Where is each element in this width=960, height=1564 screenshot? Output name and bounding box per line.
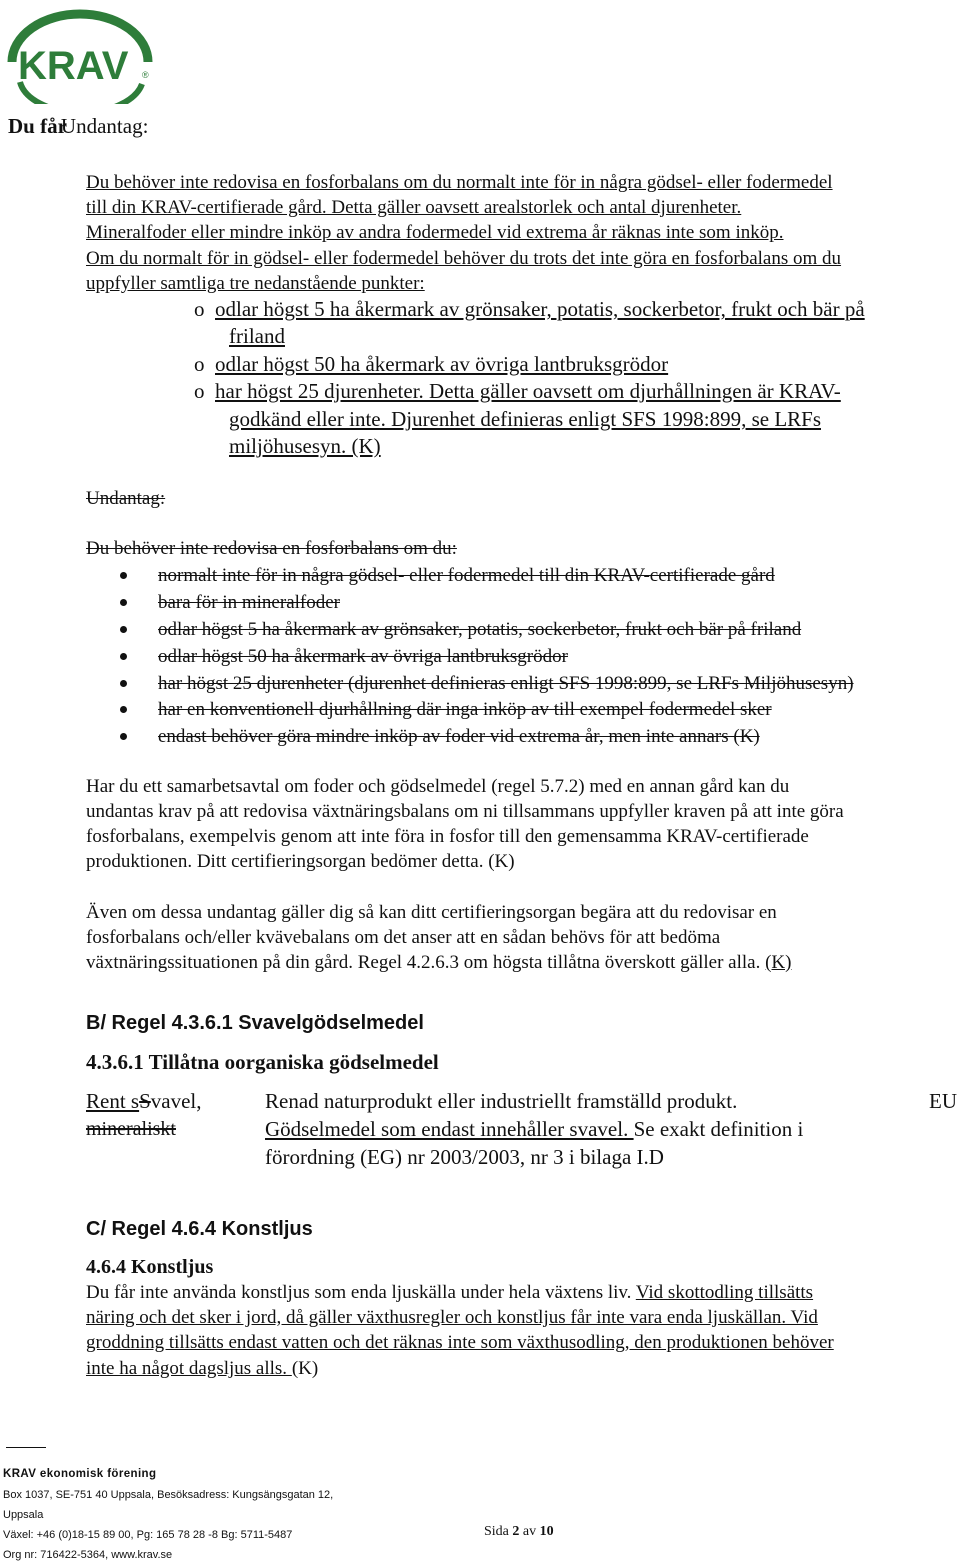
body-line: Även om dessa undantag gäller dig så kan ditt certifieringsorgan begära att du redovisar en	[86, 902, 777, 923]
body-line	[86, 950, 791, 975]
point-marker: o	[194, 379, 205, 403]
bullet-dot	[120, 572, 127, 579]
table-cell-description: förordning (EG) nr 2003/2003, nr 3 i bilaga I.D	[265, 1145, 664, 1169]
bullet-dot	[120, 626, 127, 633]
page-heading	[8, 114, 148, 139]
body-line	[86, 1280, 813, 1305]
body-line: fosforbalans och/eller kvävebalans om det anser att en sådan behövs för att bedöma	[86, 927, 721, 948]
bullet-dot	[120, 653, 127, 660]
point-marker: o	[194, 297, 205, 321]
cell-inserted: Rent s	[86, 1089, 140, 1113]
deleted-bullet: odlar högst 5 ha åkermark av grönsaker, potatis, sockerbetor, frukt och bär på friland	[158, 619, 802, 640]
body-inserted-line: groddning tillsätts endast vatten och det räknas inte som växthusodling, den produktionen behöver	[86, 1332, 834, 1353]
point-text: odlar högst 50 ha åkermark av övriga lantbruksgrödor	[215, 352, 669, 376]
intro-line: till din KRAV-certifierade gård. Detta gäller oavsett arealstorlek och antal djurenheter.	[86, 197, 742, 218]
deleted-bullet: har en konventionell djurhållning där inga inköp av till exempel fodermedel sker	[158, 699, 772, 720]
table-cell-deleted: mineraliskt	[86, 1118, 176, 1140]
deleted-bullet: bara för in mineralfoder	[158, 592, 340, 613]
page-prefix: Sida	[484, 1524, 513, 1539]
footer-orgnr: Org nr: 716422-5364, www.krav.se	[3, 1549, 173, 1561]
point-text: godkänd eller inte. Djurenhet definieras enligt SFS 1998:899, se LRFs	[229, 407, 821, 431]
body-line: produktionen. Ditt certifieringsorgan bedömer detta. (K)	[86, 851, 515, 872]
deleted-bullet: odlar högst 50 ha åkermark av övriga lantbruksgrödor	[158, 646, 568, 667]
body-text: växtnäringssituationen på din gård. Regel 4.2.6.3 om högsta tillåtna överskott gäller alla.	[86, 952, 766, 973]
point-marker: o	[194, 352, 205, 376]
body-line	[86, 1356, 318, 1381]
krav-logo	[6, 6, 154, 104]
intro-line: uppfyller samtliga tre nedanstående punkter:	[86, 273, 425, 294]
footer-org: KRAV ekonomisk förening	[3, 1468, 157, 1480]
rule-tag: (K)	[291, 1358, 319, 1379]
section-b-heading: B/ Regel 4.3.6.1 Svavelgödselmedel	[86, 1012, 424, 1034]
point-text: friland	[229, 324, 285, 348]
intro-line: Om du normalt för in gödsel- eller fodermedel behöver du trots det inte göra en fosforbalans om du	[86, 248, 842, 269]
bullet-dot	[120, 599, 127, 606]
table-cell-origin: EU	[929, 1089, 957, 1113]
section-c-subheading: 4.6.4 Konstljus	[86, 1256, 214, 1278]
page-total: 10	[539, 1524, 554, 1539]
table-cell-description	[265, 1115, 803, 1143]
bullet-dot	[120, 733, 127, 740]
page-current: 2	[512, 1524, 520, 1539]
rule-tag: (K)	[765, 952, 792, 973]
deleted-bullet: normalt inte för in några gödsel- eller fodermedel till din KRAV-certifierade gård	[158, 565, 775, 586]
body-text: Du får inte använda konstljus som enda ljuskälla under hela växtens liv.	[86, 1282, 636, 1303]
cell-deleted: S	[139, 1089, 151, 1113]
body-line: fosforbalans, exempelvis genom att inte föra in fosfor till den gemensamma KRAV-certifierade	[86, 826, 809, 847]
bullet-dot	[120, 706, 127, 713]
heading-inserted: Undantag:	[60, 114, 149, 138]
footer-address: Box 1037, SE-751 40 Uppsala, Besöksadress: Kungsängsgatan 12,	[3, 1489, 334, 1501]
body-line: Har du ett samarbetsavtal om foder och gödselmedel (regel 5.7.2) med en annan gård kan du	[86, 776, 790, 797]
point-text: miljöhusesyn. (K)	[229, 434, 381, 458]
intro-line: Mineralfoder eller mindre inköp av andra fodermedel vid extrema år räknas inte som inköp.	[86, 222, 784, 243]
heading-deleted: Du får	[8, 114, 67, 138]
footer-phone: Växel: +46 (0)18-15 89 00, Pg: 165 78 28 -8 Bg: 5711-5487	[3, 1529, 293, 1541]
body-inserted: Vid skottodling tillsätts	[635, 1282, 814, 1303]
page-mid: av	[519, 1524, 540, 1539]
section-c-heading: C/ Regel 4.6.4 Konstljus	[86, 1218, 313, 1240]
section-b-subheading: 4.3.6.1 Tillåtna oorganiska gödselmedel	[86, 1050, 439, 1074]
bullet-dot	[120, 680, 127, 687]
footer-address: Uppsala	[3, 1509, 44, 1521]
page-number	[484, 1524, 554, 1540]
footer-rule	[6, 1447, 46, 1448]
body-inserted-line: näring och det sker i jord, då gäller växthusregler och konstljus får inte vara enda ljuskällan. Vid	[86, 1307, 818, 1328]
logo-text: KRAV	[18, 44, 129, 88]
intro-line: Du behöver inte redovisa en fosforbalans om du normalt inte för in några gödsel- eller fodermedel	[86, 172, 833, 193]
point-text: odlar högst 5 ha åkermark av grönsaker, potatis, sockerbetor, frukt och bär på	[215, 297, 865, 321]
cell-inserted: Gödselmedel som endast innehåller svavel.	[265, 1117, 634, 1141]
table-cell-description: Renad naturprodukt eller industriellt framställd produkt.	[265, 1089, 738, 1113]
body-inserted: inte ha något dagsljus alls.	[86, 1358, 292, 1379]
cell-text: vavel,	[150, 1089, 202, 1113]
logo-registered-mark: ®	[142, 70, 149, 80]
deleted-bullet: har högst 25 djurenheter (djurenhet definieras enligt SFS 1998:899, se LRFs Miljöhusesyn)	[158, 673, 854, 694]
cell-text: Se exakt definition i	[633, 1117, 804, 1141]
deleted-section-lead: Du behöver inte redovisa en fosforbalans om du:	[86, 538, 457, 559]
deleted-bullet: endast behöver göra mindre inköp av foder vid extrema år, men inte annars (K)	[158, 726, 760, 747]
table-cell-name	[86, 1087, 202, 1115]
body-line: undantas krav på att redovisa växtnäringsbalans om ni tillsammans uppfyller kraven på att inte göra	[86, 801, 844, 822]
deleted-section-title: Undantag:	[86, 488, 166, 509]
point-text: har högst 25 djurenheter. Detta gäller oavsett om djurhållningen är KRAV-	[215, 379, 841, 403]
